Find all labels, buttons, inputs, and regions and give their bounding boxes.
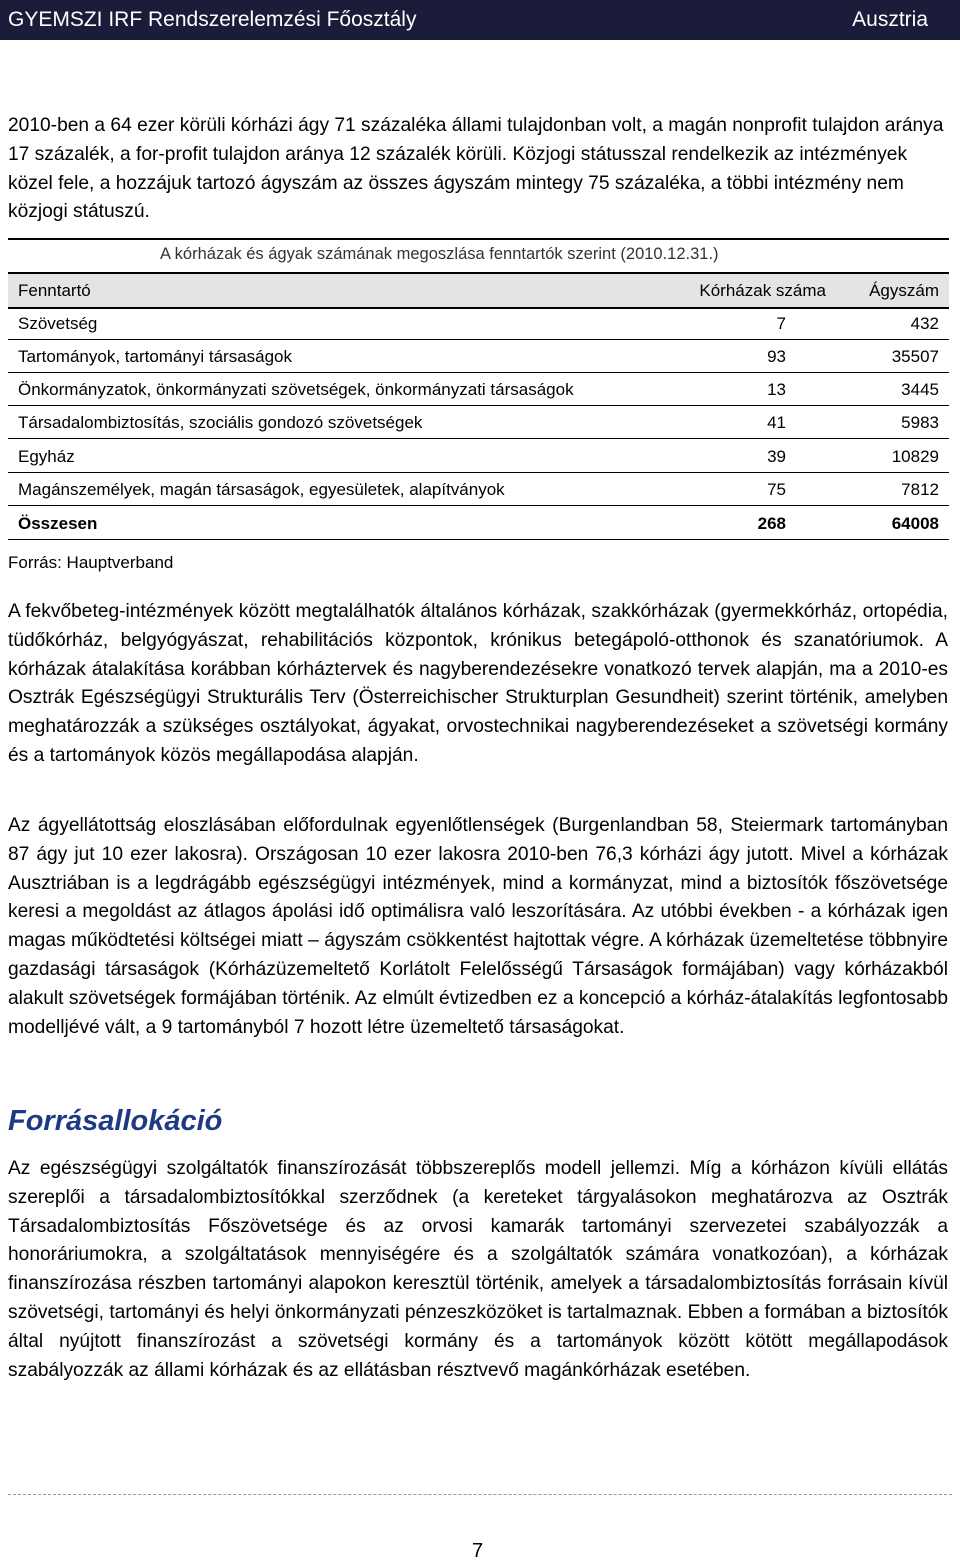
table-row	[8, 307, 949, 340]
table-top-rule	[8, 238, 949, 240]
row-hospitals: 93	[767, 347, 786, 366]
row-operator: Tartományok, tartományi társaságok	[18, 347, 293, 366]
row-hospitals: 13	[767, 380, 786, 399]
row-beds: 10829	[891, 447, 939, 466]
table-title: A kórházak és ágyak számának megoszlása fenntartók szerint (2010.12.31.)	[160, 245, 719, 263]
row-beds: 5983	[901, 413, 939, 432]
row-beds: 7812	[901, 480, 939, 499]
header-department: GYEMSZI IRF Rendszerelemzési Főosztály	[8, 8, 417, 31]
body-paragraph-2: Az ágyellátottság eloszlásában előfordulnak egyenlőtlenségek (Burgenlandban 58, Steiermark tartományban 87 ágy jut 10 ezer lakosra). Országosan 10 ezer lakosra 2010-ben 76,3 kórházi ágy jutott. Mivel a kórházak Ausztriában is a legdrágább egészségügyi intézmények, mind a kormányzat, mind a biztosítók főszövetsége keresi a megoldást az átlagos ápolási idő optimálisra való leszorítására. Az utóbbi években - a kórházak igen magas működtetési költségei miatt – ágyszám csökkentést hajtottak végre. A kórházak üzemeltetése többnyire gazdasági társaságok (Kórházüzemeltető Korlátolt Felelősségű Társaságok formájában) vagy kórházakból alakult szövetségek formájában történik. Az elmúlt évtizedben ez a koncepció a kórház-átalakítás legfontosabb modelljévé vált, a 9 tartományból 7 hozott létre üzemeltető társaságokat.	[8, 815, 948, 1038]
header-operator: Fenntartó	[18, 281, 91, 300]
table-row	[8, 373, 949, 406]
body-paragraph-1: A fekvőbeteg-intézmények között megtalálhatók általános kórházak, szakkórházak (gyermekkórház, ortopédia, tüdőkórház, belgyógyászat, rehabilitációs központok, krónikus betegápoló-otthonok és szanatóriumok. A kórházak átalakítása korábban kórháztervek és nagyberendezésekre vonatkozó tervek alapján, ma a 2010-es Osztrák Egészségügyi Strukturális Terv (Österreichischer Strukturplan Gesundheit) szerint történik, amelyben meghatározzák a szükséges osztályokat, ágyakat, orvostechnikai nagyberendezéseket a szövetségi kormány és a tartományok közös megállapodása alapján.	[8, 601, 948, 766]
row-operator: Társadalombiztosítás, szociális gondozó szövetségek	[18, 413, 423, 432]
table-row	[8, 406, 949, 439]
page-number: 7	[472, 1540, 484, 1562]
row-hospitals: 39	[767, 447, 786, 466]
total-beds: 64008	[891, 514, 939, 533]
table-total-row	[8, 507, 949, 540]
table-source: Forrás: Hauptverband	[8, 553, 174, 572]
table-row	[8, 340, 949, 373]
section-paragraph: Az egészségügyi szolgáltatók finanszírozását többszereplős modell jellemzi. Míg a kórházon kívüli ellátás szereplői a társadalombiztosítókkal szerződnek (a kereteket tárgyalásokon meghatározva az Osztrák Társadalombiztosítás Főszövetsége és az orvosi kamarák tartományi szervezetei szabályozzák a honoráriumokra, a szolgáltatások mennyiségére és a szolgáltatók számára vonatkozóan), a kórházak finanszírozása részben tartományi alapokon keresztül történik, amelyek a társadalombiztosítás forrásain kívül szövetségi, tartományi és helyi önkormányzati pénzeszközöket is tartalmaznak. Ebben a formában a biztosítók által nyújtott finanszírozást a szövetségi kormány és a tartományok között kötött megállapodások szabályozzák az állami kórházak és az ellátásban résztvevő magánkórházak esetében.	[8, 1158, 948, 1381]
row-operator: Egyház	[18, 447, 75, 466]
row-hospitals: 41	[767, 413, 786, 432]
table-header-row	[8, 272, 949, 309]
footer-divider	[8, 1494, 952, 1496]
row-operator: Önkormányzatok, önkormányzati szövetségek, önkormányzati társaságok	[18, 380, 574, 399]
table-row	[8, 473, 949, 506]
header-country: Ausztria	[852, 8, 928, 31]
intro-paragraph: 2010-ben a 64 ezer körüli kórházi ágy 71 százaléka állami tulajdonban volt, a magán nonprofit tulajdon aránya 17 százalék, a for-profit tulajdon aránya 12 százalék körüli. Közjogi státusszal rendelkezik az intézmények közel fele, a hozzájuk tartozó ágyszám az összes ágyszám mintegy 75 százaléka, a többi intézmény nem közjogi státuszú.	[8, 115, 944, 223]
header-hospital-count: Kórházak száma	[699, 281, 826, 300]
page-header	[0, 0, 960, 40]
total-hospitals: 268	[757, 514, 786, 533]
total-label: Összesen	[18, 514, 98, 533]
row-hospitals: 75	[767, 480, 786, 499]
row-beds: 35507	[891, 347, 939, 366]
row-operator: Szövetség	[18, 314, 98, 333]
table-row	[8, 440, 949, 473]
row-beds: 3445	[901, 380, 939, 399]
row-hospitals: 7	[776, 314, 786, 333]
row-operator: Magánszemélyek, magán társaságok, egyesületek, alapítványok	[18, 480, 505, 499]
header-bed-count: Ágyszám	[869, 281, 939, 300]
section-heading: Forrásallokáció	[8, 1105, 223, 1137]
row-beds: 432	[910, 314, 939, 333]
